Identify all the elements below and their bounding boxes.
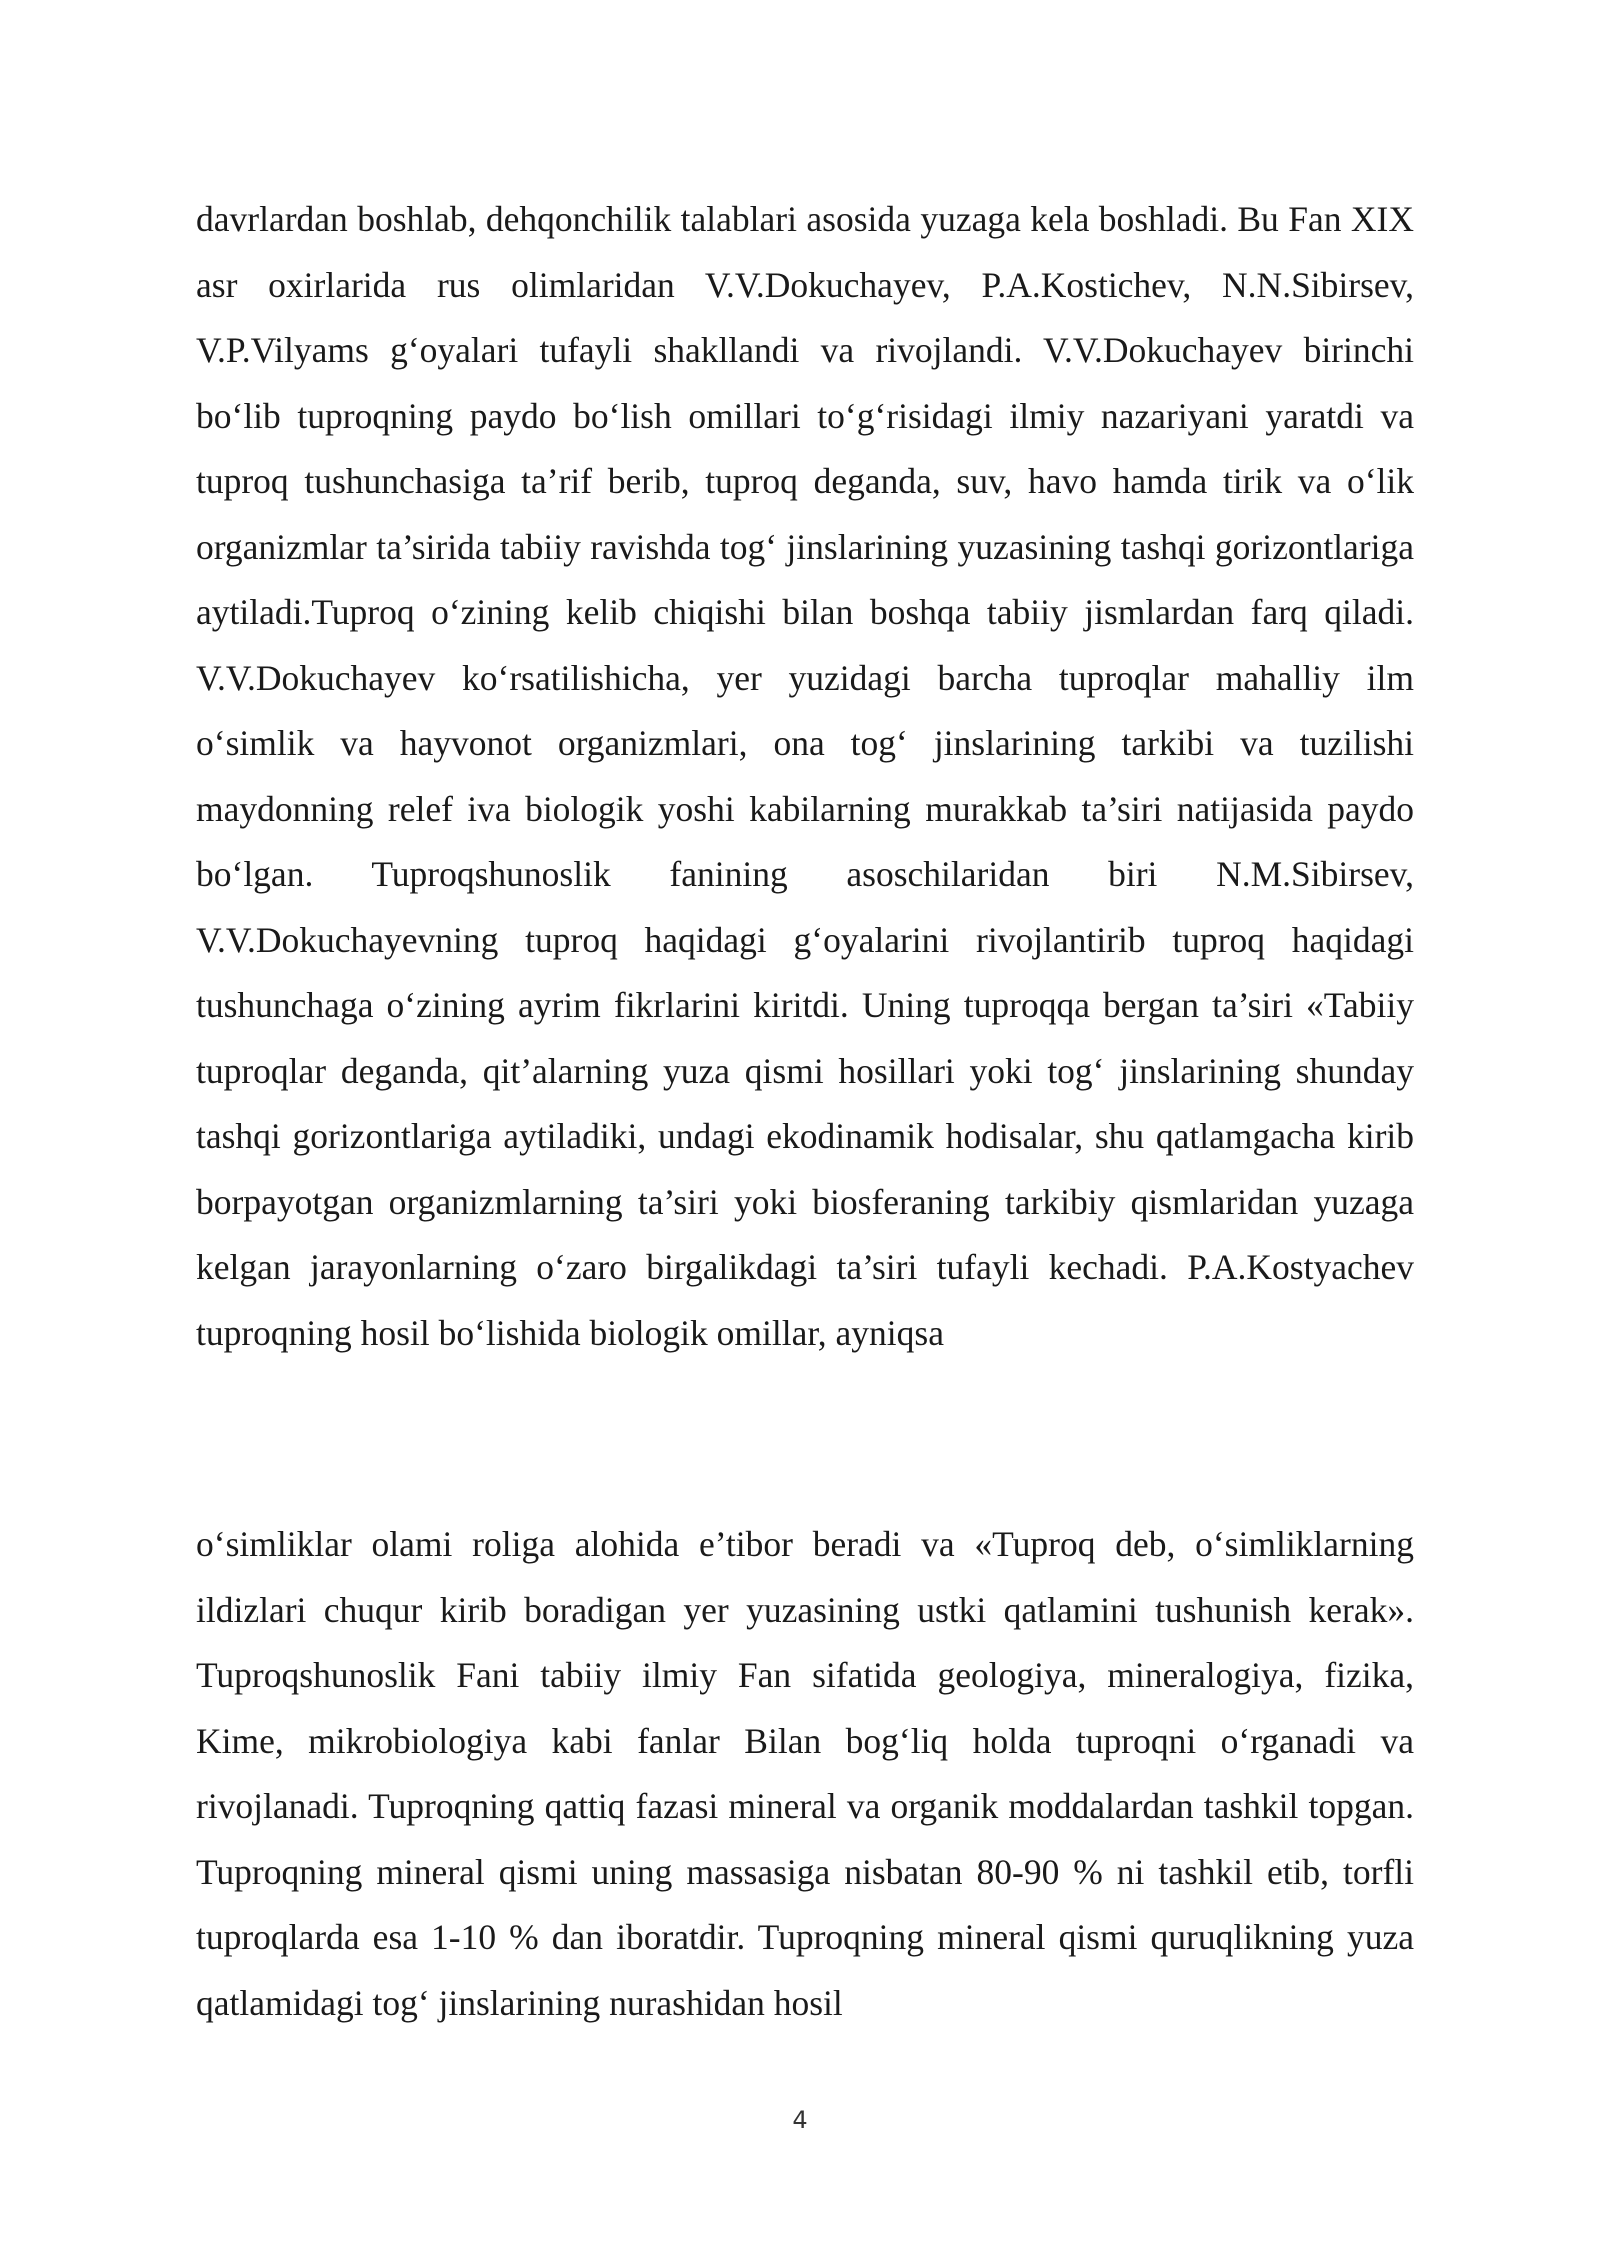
page-number: 4 <box>792 2106 808 2134</box>
paragraph-2: o‘simliklar olami roliga alohida e’tibor beradi va «Tuproq deb, o‘simliklarning ildizlari chuqur kirib boradigan yer yuzasining ustki qatlamini tushunish kerak». Tuproqshunoslik Fani tabiiy ilmiy Fan sifatida geologiya, mineralogiya, fizika, Kime, mikrobiologiya kabi fanlar Bilan bog‘liq holda tuproqni o‘rganadi va rivojlanadi. Tuproqning qattiq fazasi mineral va organik moddalardan tashkil topgan. Tuproqning mineral qismi uning massasiga nisbatan 80-90 % ni tashkil etib, torfli tuproqlarda esa 1-10 % dan iboratdir. Tuproqning mineral qismi quruqlikning yuza qatlamidagi tog‘ jinslarining nurashidan hosil <box>196 1524 1414 2023</box>
paragraph-1: davrlardan boshlab, dehqonchilik talablari asosida yuzaga kela boshladi. Bu Fan XIX asr oxirlarida rus olimlaridan V.V.Dokuchayev, P.A.Kostichev, N.N.Sibirsev, V.P.Vilyams g‘oyalari tufayli shakllandi va rivojlandi. V.V.Dokuchayev birinchi bo‘lib tuproqning paydo bo‘lish omillari to‘g‘risidagi ilmiy nazariyani yaratdi va tuproq tushunchasiga ta’rif berib, tuproq deganda, suv, havo hamda tirik va o‘lik organizmlar ta’sirida tabiiy ravishda tog‘ jinslarining yuzasining tashqi gorizontlariga aytiladi.Tuproq o‘zining kelib chiqishi bilan boshqa tabiiy jismlardan farq qiladi. V.V.Dokuchayev ko‘rsatilishicha, yer yuzidagi barcha tuproqlar mahalliy ilm o‘simlik va hayvonot organizmlari, ona tog‘ jinslarining tarkibi va tuzilishi maydonning relef iva biologik yoshi kabilarning murakkab ta’siri natijasida paydo bo‘lgan. Tuproqshunoslik fanining asoschilaridan biri N.M.Sibirsev, V.V.Dokuchayevning tuproq haqidagi g‘oyalarini rivojlantirib tuproq haqidagi tushunchaga o‘zining ayrim fikrlarini kiritdi. Uning tuproqqa bergan ta’siri «Tabiiy tuproqlar deganda, qit’alarning yuza qismi hosillari yoki tog‘ jinslarining shunday tashqi gorizontlariga aytiladiki, undagi ekodinamik hodisalar, shu qatlamgacha kirib borpayotgan organizmlarning ta’siri yoki biosferaning tarkibiy qismlaridan yuzaga kelgan jarayonlarning o‘zaro birgalikdagi ta’siri tufayli kechadi. P.A.Kostyachev tuproqning hosil bo‘lishida biologik omillar, ayniqsa <box>196 199 1414 1353</box>
